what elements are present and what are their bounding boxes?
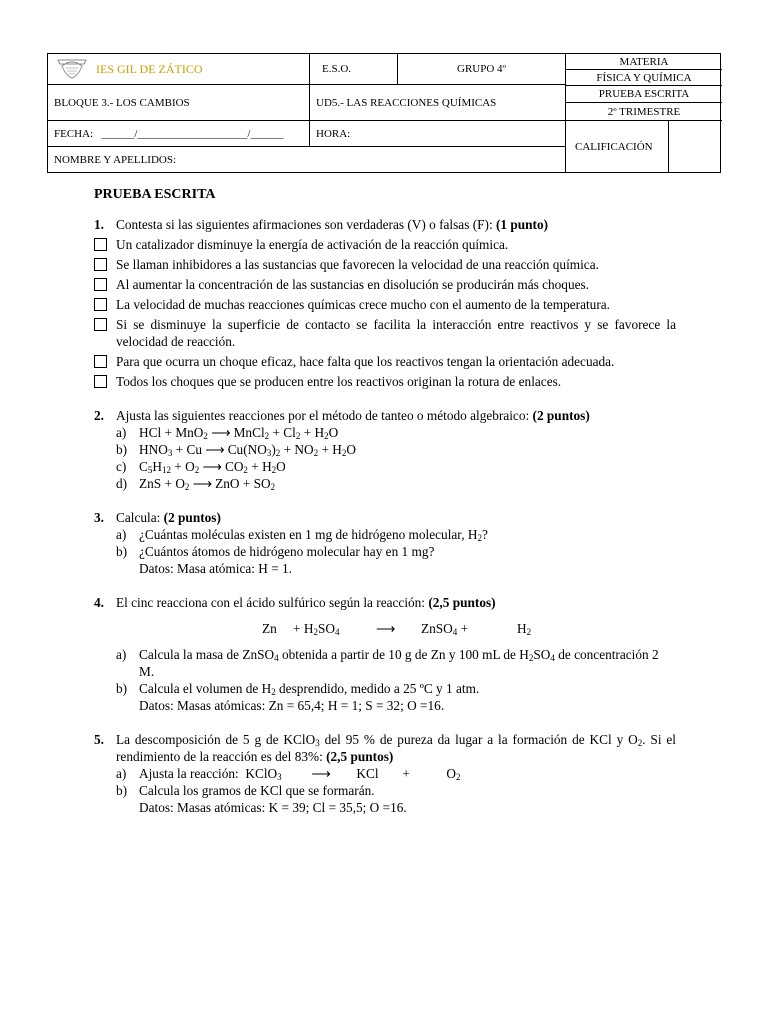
question-number: 3.	[94, 510, 104, 525]
question-number: 1.	[94, 217, 104, 232]
question-points: (2 puntos)	[163, 510, 221, 525]
checkbox-icon[interactable]	[94, 258, 107, 271]
item-label: b)	[116, 783, 128, 798]
data-note: Datos: Masas atómicas: Zn = 65,4; H = 1; S = 32; O =16.	[139, 698, 445, 713]
school-cell	[48, 54, 310, 85]
subject-label-cell	[566, 54, 722, 70]
subquestion-a: a) ¿Cuántas moléculas existen en 1 mg de hidrógeno molecular, $H_2$?	[116, 527, 488, 543]
question-4	[94, 594, 676, 611]
checkbox-item	[0, 373, 676, 390]
name-field[interactable]: NOMBRE Y APELLIDOS:	[54, 154, 177, 166]
subquestion-text: Calcula el volumen de $H_2$ desprendido, medido a 25 ºC y 1 atm.	[139, 681, 480, 697]
reaction-equation: HCl + MnO$_2$ ⟶ MnCl$_2$ + $Cl_2 + H_2O$	[139, 425, 339, 441]
item-label: b)	[116, 544, 128, 559]
test-type-text: PRUEBA ESCRITA	[598, 88, 690, 100]
unit-text: UD5.- LAS REACCIONES QUÍMICAS	[316, 96, 497, 109]
subject-label: MATERIA	[619, 55, 669, 68]
group-cell	[398, 54, 566, 85]
question-number: 2.	[94, 408, 104, 423]
date-field[interactable]: FECHA: ______/____________________/______	[54, 127, 284, 140]
question-2	[94, 407, 676, 424]
checkbox-icon[interactable]	[94, 355, 107, 368]
question-number: 5.	[94, 732, 104, 747]
block-cell	[48, 85, 310, 121]
statement-text: Para que ocurra un choque eficaz, hace falta que los reactivos tengan la orientación adecuada.	[116, 354, 615, 369]
question-text: Contesta si las siguientes afirmaciones son verdaderas (V) o falsas (F):	[116, 217, 496, 232]
test-type-cell	[566, 86, 722, 103]
item-label: a)	[116, 527, 127, 542]
exam-title: PRUEBA ESCRITA	[94, 187, 216, 202]
checkbox-item	[0, 256, 676, 273]
checkbox-icon[interactable]	[94, 318, 107, 331]
checkbox-item	[0, 236, 676, 253]
grade-value-box[interactable]	[669, 121, 721, 173]
reaction-b	[94, 441, 676, 458]
subquestion-b	[94, 782, 676, 799]
subquestion-text: Ajusta la reacción:	[139, 766, 239, 781]
subject-cell	[566, 70, 722, 86]
unit-cell	[310, 85, 566, 121]
checkbox-icon[interactable]	[94, 278, 107, 291]
question-number: 4.	[94, 595, 104, 610]
level-cell	[310, 54, 398, 85]
checkbox-item	[0, 296, 676, 313]
grade-label-cell	[566, 121, 669, 173]
question-points: (1 punto)	[495, 217, 549, 232]
statement-text: La velocidad de muchas reacciones químicas crece mucho con el aumento de la temperatura.	[116, 297, 610, 312]
question-text: Ajusta las siguientes reacciones por el método de tanteo o método algebraico:	[116, 408, 533, 423]
checkbox-item	[0, 276, 676, 293]
header-table	[47, 53, 721, 173]
item-label: a)	[116, 766, 127, 781]
data-note: Datos: Masas atómicas: K = 39; Cl = 35,5; O =16.	[139, 800, 407, 815]
subquestion-text: Calcula la masa de ZnSO$_4$ obtenida a partir de 10 g de Zn y 100 mL de $H_2SO_4$ de concentración 2 M.	[139, 647, 659, 679]
statement-text: Al aumentar la concentración de las sustancias en disolución se producirán más choques.	[116, 277, 589, 292]
zinc-reaction-equation: Zn + $H_2SO_4$ ⟶ ZnSO$_4$ + $H_2$	[262, 621, 532, 637]
grade-label: CALIFICACIÓN	[575, 141, 653, 153]
checkbox-item	[0, 353, 676, 370]
exam-content	[94, 186, 676, 816]
level-text: E.S.O.	[322, 63, 352, 75]
reaction-a	[94, 424, 676, 441]
item-label: b)	[116, 681, 128, 696]
item-label: c)	[116, 459, 127, 474]
subquestion-a	[94, 646, 676, 680]
subquestion-b	[94, 680, 676, 697]
subquestion-a	[94, 765, 676, 782]
reaction-equation: $HNO_3 + Cu$ ⟶ $Cu(NO_3)_2 + NO_2 + H_2O$	[139, 442, 356, 458]
item-label: d)	[116, 476, 128, 491]
school-name: IES GIL DE ZÁTICO	[96, 61, 203, 76]
term-cell	[566, 103, 722, 121]
subquestion-b	[94, 543, 676, 560]
statement-text: Un catalizador disminuye la energía de activación de la reacción química.	[116, 237, 509, 252]
item-label: b)	[116, 442, 128, 457]
term-text: 2º TRIMESTRE	[607, 105, 681, 118]
checkbox-item	[0, 316, 676, 350]
item-label: a)	[116, 425, 127, 440]
kclo3-reaction-equation: KClO$_3$ ⟶ KCl + $O_2$	[245, 766, 461, 782]
statement-text: Se llaman inhibidores a las sustancias que favorecen la velocidad de una reacción química.	[116, 257, 599, 272]
question-text: Calcula:	[116, 510, 164, 525]
date-cell	[48, 121, 310, 147]
data-note: Datos: Masa atómica: H = 1.	[139, 561, 292, 576]
reaction-d	[94, 475, 676, 492]
subquestion-text: ¿Cuántos átomos de hidrógeno molecular hay en 1 mg?	[139, 544, 435, 559]
reaction-c	[94, 458, 676, 475]
question-points: (2 puntos)	[532, 408, 590, 423]
group-text: GRUPO 4º	[457, 63, 506, 75]
name-cell	[48, 147, 566, 173]
question-text: La descomposición de 5 g de KClO$_3$ del 95 % de pureza da lugar a la formación de KCl y $O_2$. Si el rendimiento de la reacción es del 83%: (2,5 puntos)	[116, 732, 677, 764]
question-5	[94, 731, 676, 765]
question-text: El cinc reacciona con el ácido sulfúrico según la reacción:	[116, 595, 429, 610]
question-points: (2,5 puntos)	[428, 595, 496, 610]
question-1	[94, 216, 676, 233]
block-text: BLOQUE 3.- LOS CAMBIOS	[54, 96, 190, 109]
checkbox-icon[interactable]	[94, 298, 107, 311]
time-field[interactable]: HORA:	[316, 127, 351, 140]
statement-text: Todos los choques que se producen entre los reactivos originan la rotura de enlaces.	[116, 374, 562, 389]
school-logo-icon	[54, 56, 90, 82]
checkbox-icon[interactable]	[94, 238, 107, 251]
subquestion-text: Calcula los gramos de KCl que se formarán.	[139, 783, 375, 798]
subquestion-text: ¿Cuántas moléculas existen en 1 mg de hidrógeno molecular, H	[139, 527, 478, 542]
checkbox-icon[interactable]	[94, 375, 107, 388]
time-cell	[310, 121, 566, 147]
subject-text: FÍSICA Y QUÍMICA	[596, 71, 692, 84]
reaction-equation: ZnS + $O_2$ ⟶ ZnO + $SO_2$	[139, 476, 276, 492]
statement-text: Si se disminuye la superficie de contacto se facilita la interacción entre reactivos y se favorece la velocidad de reacción.	[116, 317, 676, 349]
item-label: a)	[116, 647, 127, 662]
question-3	[94, 509, 676, 526]
reaction-equation: $C_5H_{12} + O_2$ ⟶ $CO_2 + H_2O$	[139, 459, 286, 475]
